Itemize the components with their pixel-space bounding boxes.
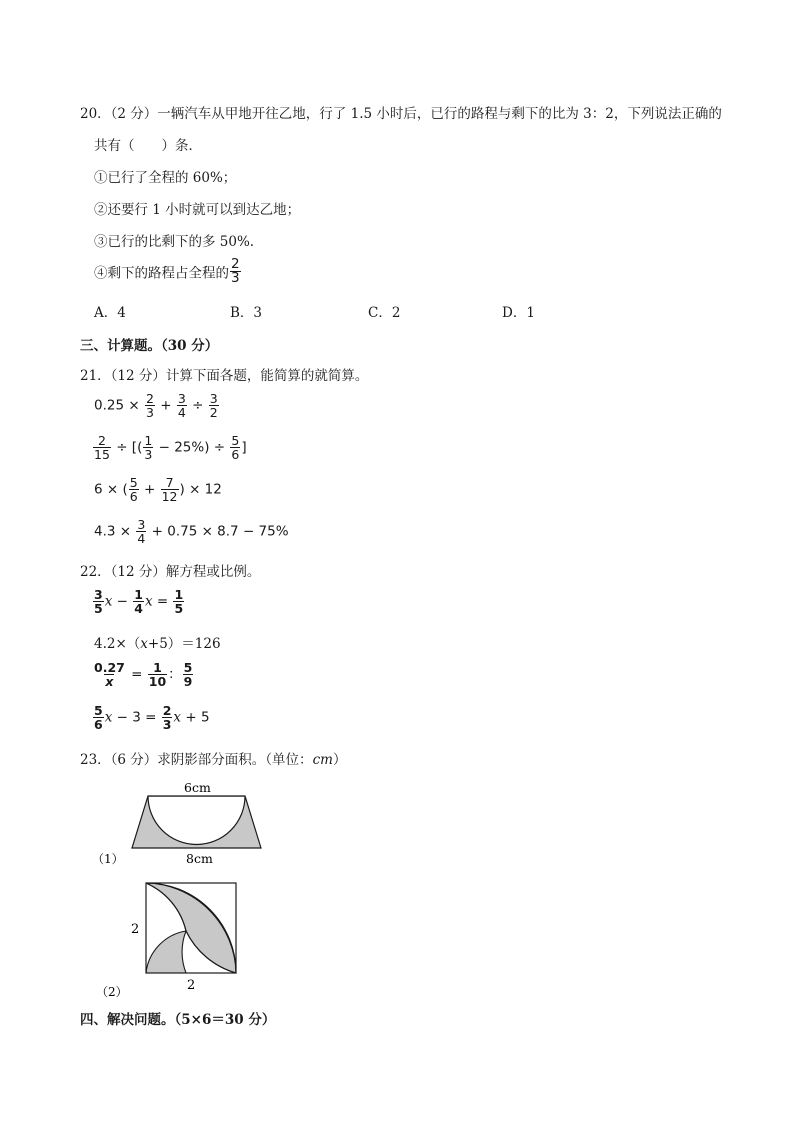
figure-2-square xyxy=(90,876,250,1004)
q20-option-d: D．1 xyxy=(502,305,535,321)
figure-1-bottom-label: 8cm xyxy=(186,851,213,866)
q22-equation-3: $\frac{0.27}{x}$ = $\frac{1}{10}$ ： $\frac{5}{9}$ xyxy=(94,660,193,689)
q20-option-c: C．2 xyxy=(368,305,401,321)
figure-1-top-label: 6cm xyxy=(184,780,211,795)
section-4-heading: 四、解决问题。（5×6＝30 分） xyxy=(80,1012,276,1028)
q20-statement-3: ③已行的比剩下的多 50%. xyxy=(94,234,255,250)
q20-option-b: B．3 xyxy=(230,305,263,321)
figure-1-trapezoid xyxy=(90,776,290,868)
q22-equation-2: 4.2×（x+5）＝126 xyxy=(94,636,221,652)
q22-title: 22．（12 分）解方程或比例。 xyxy=(80,564,261,580)
q23-title: 23．（6 分）求阴影部分面积。（单位：cm） xyxy=(80,752,347,768)
q20-option-a: A．4 xyxy=(94,305,126,321)
q21-expression-1: 0.25 × $\frac{2}{3}$ + $\frac{3}{4}$ ÷ $\frac{3}{2}$ xyxy=(94,391,218,420)
q22-equation-1: $\frac{3}{5}$ x − $\frac{1}{4}$ x = $\frac{1}{5}$ xyxy=(94,587,184,616)
figure-1-label: （1） xyxy=(92,852,124,866)
q20-statement-1: ①已行了全程的 60%； xyxy=(94,170,237,186)
fraction: $\frac{2}{3}$ xyxy=(231,256,240,286)
q22-equation-4: $\frac{5}{6}$ x − 3 = $\frac{2}{3}$ x + 5 xyxy=(94,703,210,732)
q20-statement-4 xyxy=(94,258,242,285)
figure-2-bottom-label: 2 xyxy=(187,978,196,993)
q20-line1: 20．（2 分）一辆汽车从甲地开往乙地，行了 1.5 小时后，已行的路程与剩下的比为 3：2，下列说法正确的 xyxy=(80,106,722,122)
q21-expression-3: 6 × ( $\frac{5}{6}$ + $\frac{7}{12}$ ) × 12 xyxy=(94,475,222,504)
figure-2-label: （2） xyxy=(96,985,128,999)
q20-statement-2: ②还要行 1 小时就可以到达乙地； xyxy=(94,202,301,218)
q21-title: 21．（12 分）计算下面各题，能简算的就简算。 xyxy=(80,368,369,384)
q21-expression-2: $\frac{2}{15}$ ÷ [( $\frac{1}{3}$ − 25%) ÷ $\frac{5}{6}$ ] xyxy=(94,433,247,462)
q20-statement-4-text: ④剩下的路程占全程的 xyxy=(94,265,229,282)
figure-2-left-label: 2 xyxy=(131,922,140,937)
q20-line2: 共有（ ）条． xyxy=(94,138,202,154)
figure-2-shaded-lower-lens xyxy=(146,931,186,973)
q21-expression-4: 4.3 × $\frac{3}{4}$ + 0.75 × 8.7 − 75% xyxy=(94,517,289,546)
section-3-heading: 三、计算题。（30 分） xyxy=(80,338,219,354)
